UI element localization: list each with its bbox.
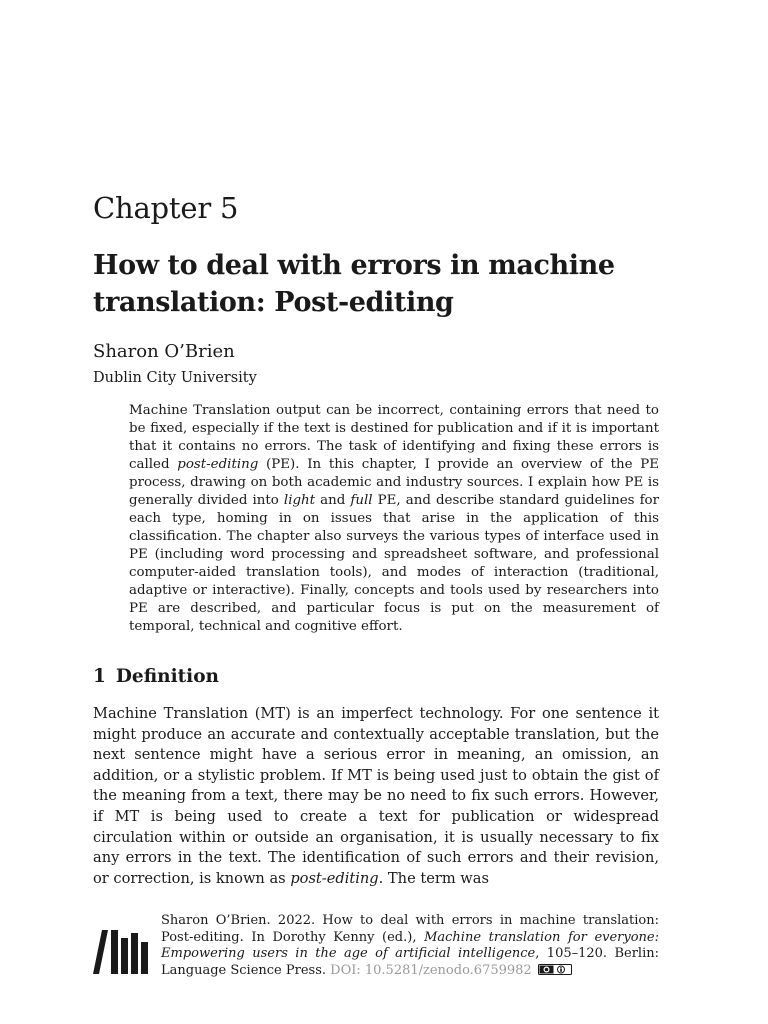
doi-link[interactable]: DOI: 10.5281/zenodo.6759982 xyxy=(330,962,532,978)
body-paragraph xyxy=(93,704,659,889)
body-term-post-editing: post-editing xyxy=(290,869,379,887)
abstract-term-full: full xyxy=(350,493,373,508)
abstract-text: Machine Translation output can be incorrect, containing errors that need to be fixed, especially if the text is destined for publication and if it is important that it contains no errors. The task of identifying and fixing these errors is called xyxy=(129,403,659,472)
citation xyxy=(161,913,659,979)
author-affiliation: Dublin City University xyxy=(93,370,257,386)
chapter-title: How to deal with errors in machine translation: Post-editing xyxy=(93,250,615,318)
cc-by-license-icon[interactable] xyxy=(538,964,572,975)
section-title: Definition xyxy=(115,666,219,687)
body-text: Machine Translation (MT) is an imperfect technology. For one sentence it might produce an accurate and contextually acceptable translation, but the next sentence might have a serious error in meaning, an omission, an addition, or a stylistic problem. If MT is being used just to obtain the gist of the meaning from a text, there may be no need to fix such errors. However, if MT is being used to create a text for publication or widespread circulation within or outside an organisation, it is usually necessary to fix any errors in the text. The identification of such errors and their revision, or correction, is known as xyxy=(93,705,659,887)
abstract-text: (PE). In this chapter, I provide an overview of the PE process, drawing on both academic and industry sources. I explain how PE is generally divided into xyxy=(129,457,659,508)
section-heading xyxy=(93,665,219,689)
section-number: 1 xyxy=(93,666,106,687)
chapter-label: Chapter 5 xyxy=(93,191,239,225)
abstract xyxy=(129,402,659,636)
author-name: Sharon O’Brien xyxy=(93,341,235,362)
citation-text: Sharon O’Brien. 2022. How to deal with errors in machine translation: Post-editing. In Dorothy Kenny (ed.), xyxy=(161,913,659,945)
citation-text: , 105–120. Berlin: Language Science Press. xyxy=(161,946,659,978)
abstract-term-light: light xyxy=(283,493,316,508)
abstract-text: PE, and describe standard guidelines for each type, homing in on issues that arise in the application of this classification. The chapter also surveys the various types of interface used in PE (including word processing and spreadsheet software, and professional computer-aided translation tools), and modes of interaction (traditional, adaptive or interactive). Finally, concepts and tools used by researchers into PE are described, and particular focus is put on the measurement of temporal, technical and cognitive effort. xyxy=(129,493,660,634)
body-text: . The term was xyxy=(378,869,489,887)
abstract-text: and xyxy=(315,493,351,508)
citation-book-title: Machine translation for everyone: Empowering users in the age of artificial intelligence xyxy=(161,929,660,962)
abstract-term-post-editing: post-editing xyxy=(177,457,259,472)
language-science-press-logo-icon xyxy=(93,930,148,974)
